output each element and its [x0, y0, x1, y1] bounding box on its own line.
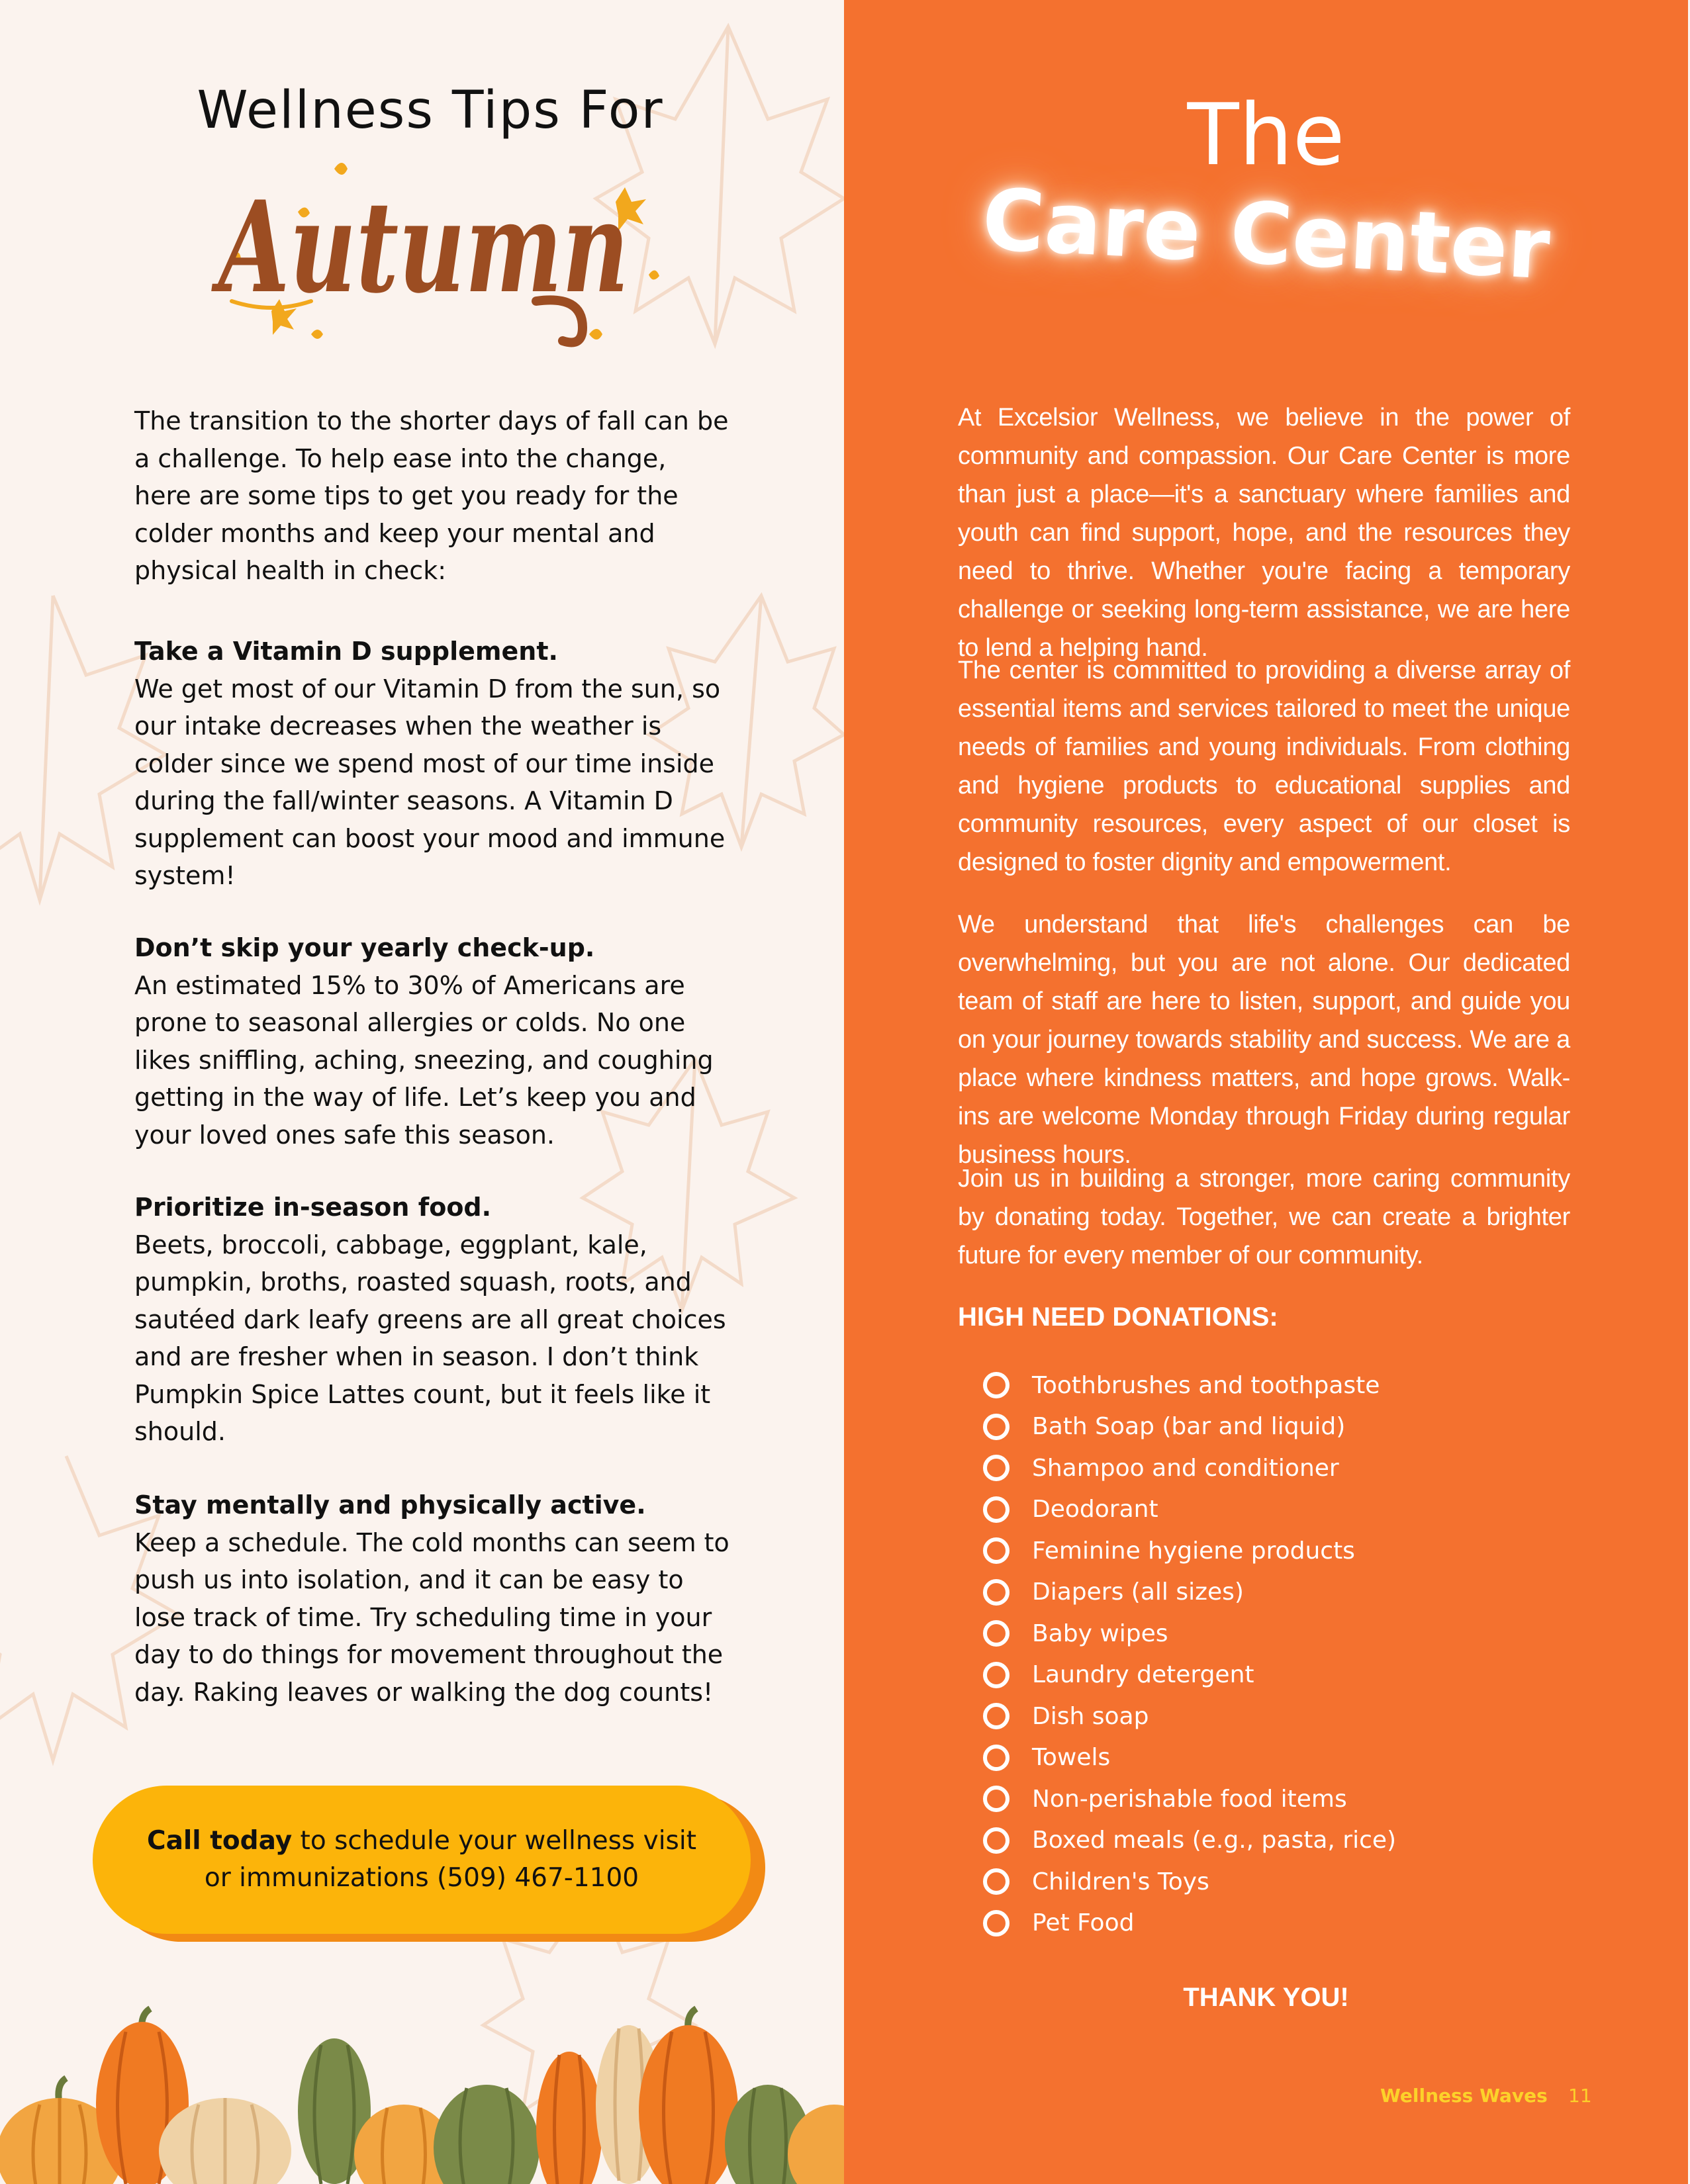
list-item	[983, 1530, 1396, 1572]
autumn-script-art	[192, 149, 675, 367]
circle-outline-icon	[983, 1868, 1009, 1895]
donation-label: Dish soap	[1032, 1702, 1149, 1730]
cta-line1: to schedule your wellness visit	[292, 1826, 697, 1856]
donations-list	[983, 1365, 1396, 1944]
intro-paragraph: The transition to the shorter days of fall can be a challenge. To help ease into the change, here are some tips to get you ready for the colder months and keep your mental and physical health in check:	[134, 406, 729, 585]
circle-outline-icon	[983, 1579, 1009, 1606]
left-column	[0, 0, 844, 2184]
tip-heading: Take a Vitamin D supplement.	[134, 637, 558, 666]
right-column	[844, 0, 1688, 2184]
list-item	[983, 1778, 1396, 1820]
tip-heading: Stay mentally and physically active.	[134, 1490, 646, 1520]
cta-bold: Call today	[146, 1826, 293, 1856]
list-item	[983, 1365, 1396, 1406]
tip-body: We get most of our Vitamin D from the sun, so our intake decreases when the weather is colder since we spend most of our time inside during the fall/winter seasons. A Vitamin D supplement can boost your mood and immune system!	[134, 674, 726, 890]
circle-outline-icon	[983, 1414, 1009, 1440]
thank-you-text: THANK YOU!	[1183, 1983, 1349, 2012]
tip-stay-active	[134, 1486, 730, 1711]
pumpkin-row	[0, 2005, 844, 2184]
circle-outline-icon	[983, 1662, 1009, 1688]
circle-outline-icon	[983, 1496, 1009, 1523]
footer-publication: Wellness Waves	[1380, 2085, 1548, 2107]
list-item	[983, 1696, 1396, 1737]
list-item	[983, 1903, 1396, 1944]
pumpkin-icon	[639, 2009, 738, 2184]
donation-label: Shampoo and conditioner	[1032, 1454, 1339, 1482]
list-item	[983, 1655, 1396, 1696]
support-paragraph: We understand that life's challenges can be overwhelming, but you are not alone. Our dedicated team of staff are here to listen, support, and guide you on your journey towards stability and success. We are a place where kindness matters, and hope grows. Walk-ins are welcome Monday through Friday during regular business hours.	[958, 911, 1570, 1169]
list-item	[983, 1572, 1396, 1614]
donation-label: Feminine hygiene products	[1032, 1537, 1355, 1565]
list-item	[983, 1447, 1396, 1489]
care-center-title-neon: Care Center	[980, 170, 1552, 299]
call-to-action-banner	[93, 1786, 765, 1942]
left-title: Wellness Tips For	[197, 81, 664, 140]
circle-outline-icon	[983, 1786, 1009, 1812]
circle-outline-icon	[983, 1455, 1009, 1481]
donation-label: Deodorant	[1032, 1496, 1158, 1524]
cta-phone-line: or immunizations (509) 467-1100	[204, 1863, 639, 1893]
donation-label: Baby wipes	[1032, 1619, 1168, 1647]
list-item	[983, 1489, 1396, 1531]
circle-outline-icon	[983, 1620, 1009, 1647]
donation-label: Toothbrushes and toothpaste	[1032, 1371, 1380, 1399]
care-center-title-the: The	[1187, 86, 1345, 185]
tip-check-up	[134, 929, 730, 1154]
circle-outline-icon	[983, 1537, 1009, 1564]
donation-label: Pet Food	[1032, 1909, 1135, 1937]
circle-outline-icon	[983, 1827, 1009, 1854]
list-item	[983, 1737, 1396, 1779]
cta-text	[147, 1823, 696, 1897]
donation-label: Towels	[1032, 1744, 1111, 1772]
donation-label: Diapers (all sizes)	[1032, 1578, 1244, 1606]
tip-vitamin-d	[134, 633, 730, 895]
pumpkin-icon	[536, 2052, 602, 2184]
donations-heading: HIGH NEED DONATIONS:	[958, 1302, 1278, 1332]
tip-heading: Don’t skip your yearly check-up.	[134, 933, 595, 962]
about-paragraph: At Excelsior Wellness, we believe in the power of community and compassion. Our Care Center is more than just a place—it's a sanctuary where families and youth can find support, hope, and the resources they need to thrive. Whether you're facing a temporary challenge or seeking long-term assistance, we are here to lend a helping hand.	[958, 404, 1570, 662]
tip-body: An estimated 15% to 30% of Americans are prone to seasonal allergies or colds. No one likes sniffling, aching, sneezing, and coughing getting in the way of life. Let’s keep you and your loved ones safe this season.	[134, 970, 714, 1150]
tip-in-season-food	[134, 1189, 730, 1451]
list-item	[983, 1406, 1396, 1448]
footer-page-number: 11	[1568, 2085, 1592, 2107]
cta-pill	[93, 1786, 751, 1934]
autumn-script-word: Autumn	[211, 173, 629, 321]
circle-outline-icon	[983, 1910, 1009, 1936]
donation-label: Boxed meals (e.g., pasta, rice)	[1032, 1827, 1397, 1854]
donation-label: Laundry detergent	[1032, 1661, 1254, 1689]
services-paragraph: The center is committed to providing a diverse array of essential items and services tailored to meet the unique needs of families and young individuals. From clothing and hygiene products to educational supplies and community resources, every aspect of our closet is designed to foster dignity and empowerment.	[958, 657, 1570, 876]
circle-outline-icon	[983, 1745, 1009, 1771]
list-item	[983, 1613, 1396, 1655]
list-item	[983, 1861, 1396, 1903]
donate-paragraph: Join us in building a stronger, more caring community by donating today. Together, we can create a brighter future for every member of our community.	[958, 1165, 1570, 1269]
tip-body: Beets, broccoli, cabbage, eggplant, kale, pumpkin, broths, roasted squash, roots, and sautéed dark leafy greens are all great choices and are fresher when in season. I don’t think Pumpkin Spice Lattes count, but it feels like it should.	[134, 1230, 726, 1446]
donation-label: Children's Toys	[1032, 1868, 1209, 1895]
tip-heading: Prioritize in-season food.	[134, 1193, 492, 1222]
circle-outline-icon	[983, 1703, 1009, 1729]
donation-label: Non-perishable food items	[1032, 1785, 1347, 1813]
pumpkin-icon	[434, 2085, 540, 2184]
donation-label: Bath Soap (bar and liquid)	[1032, 1413, 1346, 1441]
circle-outline-icon	[983, 1372, 1009, 1398]
list-item	[983, 1820, 1396, 1862]
tip-body: Keep a schedule. The cold months can seem to push us into isolation, and it can be easy to lose track of time. Try scheduling time in your day to do things for movement throughout the day. Raking leaves or walking the dog counts!	[134, 1527, 729, 1707]
